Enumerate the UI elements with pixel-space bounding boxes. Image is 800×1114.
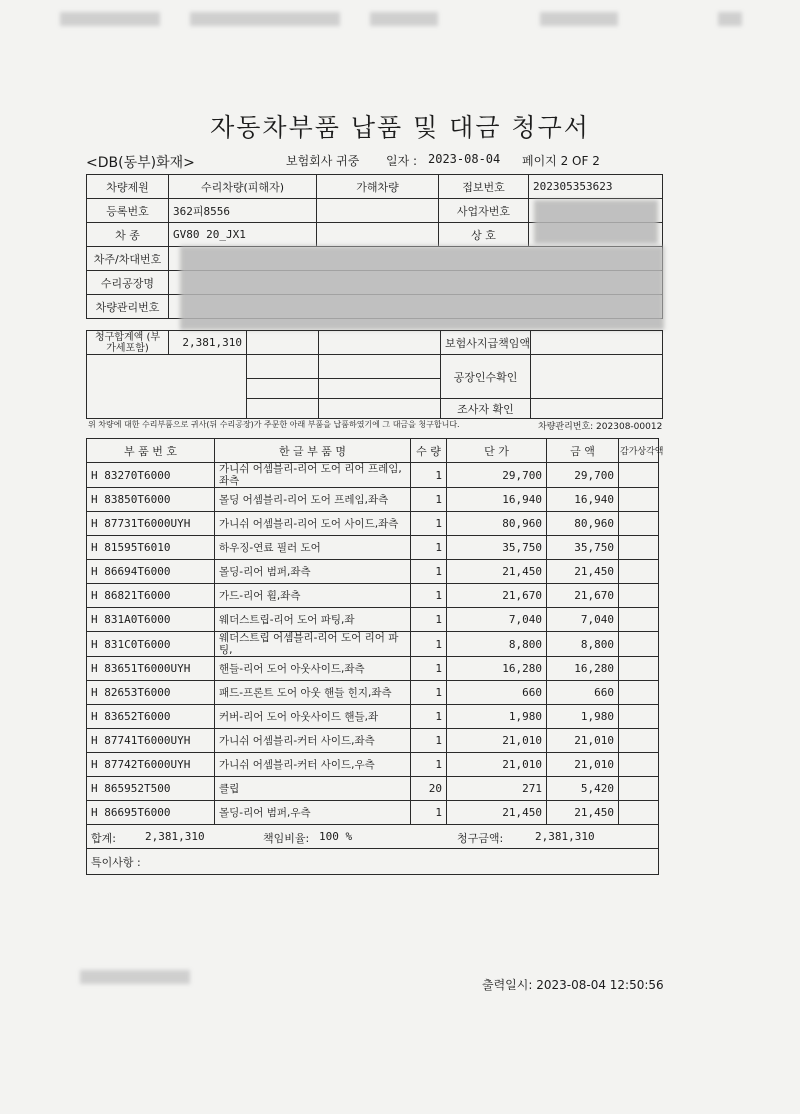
depreciation-cell — [619, 657, 659, 681]
vehicle-class-label: 차량제원 — [87, 175, 169, 199]
qty-cell: 1 — [411, 536, 447, 560]
resp-ratio-label: 책임비율: — [263, 832, 310, 845]
print-timestamp: 출력일시: 2023-08-04 12:50:56 — [482, 978, 664, 992]
unit-price-cell: 35,750 — [447, 536, 547, 560]
inspector-label: 조사자 확인 — [441, 399, 531, 419]
reg-no-value: 362피8556 — [169, 199, 317, 223]
depreciation-cell — [619, 753, 659, 777]
vehicle-mgmt-note: 차량관리번호: 202308-00012 — [538, 422, 663, 432]
redacted-header-4 — [540, 12, 618, 26]
depreciation-cell — [619, 488, 659, 512]
qty-cell: 1 — [411, 729, 447, 753]
qty-cell: 1 — [411, 463, 447, 488]
table-row — [87, 488, 659, 512]
part-no-cell: H 831A0T6000 — [87, 608, 215, 632]
table-row — [87, 632, 659, 657]
part-name-cell: 가니쉬 어셈블리-커터 사이드,우측 — [215, 753, 411, 777]
unit-price-cell: 660 — [447, 681, 547, 705]
claim-total-value: 2,381,310 — [169, 331, 247, 355]
part-no-cell: H 83652T6000 — [87, 705, 215, 729]
model-label: 차 종 — [87, 223, 169, 247]
table-row — [87, 753, 659, 777]
unit-price-cell: 16,940 — [447, 488, 547, 512]
part-no-cell: H 83651T6000UYH — [87, 657, 215, 681]
part-no-cell: H 831C0T6000 — [87, 632, 215, 657]
part-no-cell: H 82653T6000 — [87, 681, 215, 705]
amount-cell: 660 — [547, 681, 619, 705]
claim-cell-6 — [319, 379, 441, 399]
reg-no-label: 등록번호 — [87, 199, 169, 223]
table-row — [87, 681, 659, 705]
unit-price-cell: 271 — [447, 777, 547, 801]
depreciation-cell — [619, 608, 659, 632]
remarks-label: 특이사항 : — [91, 855, 141, 869]
sum-value: 2,381,310 — [145, 830, 205, 843]
depreciation-cell — [619, 705, 659, 729]
depreciation-cell — [619, 584, 659, 608]
amount-cell: 5,420 — [547, 777, 619, 801]
depreciation-cell — [619, 801, 659, 825]
qty-cell: 1 — [411, 801, 447, 825]
claim-total-label: 청구합계액 (부가세포함) — [87, 331, 169, 355]
part-no-cell: H 86694T6000 — [87, 560, 215, 584]
remarks-row — [87, 849, 659, 875]
damaging-reg-no — [317, 199, 439, 223]
header-unit-price: 단 가 — [447, 439, 547, 463]
part-name-cell: 몰딩-리어 범퍼,우측 — [215, 801, 411, 825]
redacted-header-3 — [370, 12, 438, 26]
date-label: 일자 : — [386, 154, 418, 168]
receipt-no-label: 접보번호 — [439, 175, 529, 199]
unit-price-cell: 8,800 — [447, 632, 547, 657]
qty-cell: 1 — [411, 608, 447, 632]
depreciation-cell — [619, 632, 659, 657]
part-no-cell: H 86695T6000 — [87, 801, 215, 825]
statement-note: 위 차량에 대한 수리부품으로 귀사(뒤 수리공장)가 주문한 아래 부품을 납품하였기에 그 대금을 청구합니다. — [88, 420, 460, 429]
depreciation-cell — [619, 536, 659, 560]
claim-value: 2,381,310 — [535, 830, 595, 843]
claim-cell-1 — [247, 331, 319, 355]
part-name-cell: 하우징-연료 필러 도어 — [215, 536, 411, 560]
claim-table — [86, 330, 663, 419]
inspector-value — [531, 399, 663, 419]
part-name-cell: 핸들-리어 도어 아웃사이드,좌측 — [215, 657, 411, 681]
part-no-cell: H 87742T6000UYH — [87, 753, 215, 777]
unit-price-cell: 1,980 — [447, 705, 547, 729]
repair-vehicle-label: 수리차량(피해자) — [169, 175, 317, 199]
company-label: 상 호 — [439, 223, 529, 247]
part-no-cell: H 865952T500 — [87, 777, 215, 801]
amount-cell: 21,670 — [547, 584, 619, 608]
unit-price-cell: 21,450 — [447, 801, 547, 825]
owner-label: 차주/차대번호 — [87, 247, 169, 271]
amount-cell: 21,450 — [547, 560, 619, 584]
unit-price-cell: 80,960 — [447, 512, 547, 536]
insurer-resp-label: 보험사지급책임액 — [441, 331, 531, 355]
redacted-header-1 — [60, 12, 160, 26]
qty-cell: 1 — [411, 488, 447, 512]
qty-cell: 1 — [411, 753, 447, 777]
table-row — [87, 584, 659, 608]
part-no-cell: H 87741T6000UYH — [87, 729, 215, 753]
amount-cell: 21,450 — [547, 801, 619, 825]
qty-cell: 1 — [411, 632, 447, 657]
model-value: GV80 20_JX1 — [169, 223, 317, 247]
parts-table — [86, 438, 664, 875]
table-row — [87, 536, 659, 560]
table-row — [87, 801, 659, 825]
amount-cell: 7,040 — [547, 608, 619, 632]
amount-cell: 16,940 — [547, 488, 619, 512]
biz-no-label: 사업자번호 — [439, 199, 529, 223]
depreciation-cell — [619, 777, 659, 801]
depreciation-cell — [619, 681, 659, 705]
factory-confirm-value — [531, 355, 663, 399]
part-name-cell: 몰딩-리어 범퍼,좌측 — [215, 560, 411, 584]
unit-price-cell: 16,280 — [447, 657, 547, 681]
table-row — [87, 705, 659, 729]
qty-cell: 20 — [411, 777, 447, 801]
amount-cell: 29,700 — [547, 463, 619, 488]
header-part-no: 부 품 번 호 — [87, 439, 215, 463]
claim-cell-3 — [247, 355, 319, 379]
part-name-cell: 가니쉬 어셈블리-리어 도어 사이드,좌측 — [215, 512, 411, 536]
sum-label: 합계: — [91, 832, 116, 845]
amount-cell: 21,010 — [547, 753, 619, 777]
unit-price-cell: 21,450 — [447, 560, 547, 584]
qty-cell: 1 — [411, 512, 447, 536]
depreciation-cell — [619, 463, 659, 488]
document-date: 2023-08-04 — [428, 152, 501, 166]
part-no-cell: H 83850T6000 — [87, 488, 215, 512]
part-name-cell: 패드-프론트 도어 아웃 핸들 힌지,좌측 — [215, 681, 411, 705]
part-no-cell: H 81595T6010 — [87, 536, 215, 560]
amount-cell: 16,280 — [547, 657, 619, 681]
claim-cell-8 — [319, 399, 441, 419]
unit-price-cell: 21,670 — [447, 584, 547, 608]
claim-label: 청구금액: — [457, 832, 504, 845]
header-amount: 금 액 — [547, 439, 619, 463]
amount-cell: 1,980 — [547, 705, 619, 729]
page-indicator: 페이지 2 OF 2 — [522, 154, 600, 168]
claim-cell-4 — [319, 355, 441, 379]
claim-blank-area — [87, 355, 247, 419]
claim-cell-7 — [247, 399, 319, 419]
mgmt-no-label: 차량관리번호 — [87, 295, 169, 319]
table-row — [87, 608, 659, 632]
part-name-cell: 클립 — [215, 777, 411, 801]
insurer-name: <DB(동부)화재> — [86, 155, 195, 171]
unit-price-cell: 21,010 — [447, 753, 547, 777]
totals-row — [87, 825, 659, 849]
table-row — [87, 512, 659, 536]
claim-cell-5 — [247, 379, 319, 399]
table-row — [87, 729, 659, 753]
part-name-cell: 몰딩 어셈블리-리어 도어 프레임,좌측 — [215, 488, 411, 512]
redacted-header-2 — [190, 12, 340, 26]
table-row — [87, 657, 659, 681]
receipt-no-value: 202305353623 — [529, 175, 663, 199]
amount-cell: 21,010 — [547, 729, 619, 753]
document-title: 자동차부품 납품 및 대금 청구서 — [210, 113, 590, 142]
qty-cell: 1 — [411, 560, 447, 584]
part-name-cell: 커버-리어 도어 아웃사이드 핸들,좌 — [215, 705, 411, 729]
table-row — [87, 560, 659, 584]
amount-cell: 80,960 — [547, 512, 619, 536]
parts-table-body — [87, 463, 659, 825]
damaging-vehicle-label: 가해차량 — [317, 175, 439, 199]
claim-cell-2 — [319, 331, 441, 355]
part-name-cell: 가니쉬 어셈블리-리어 도어 리어 프레임,좌측 — [215, 463, 411, 488]
header-qty: 수 량 — [411, 439, 447, 463]
part-name-cell: 웨더스트립-리어 도어 파팅,좌 — [215, 608, 411, 632]
unit-price-cell: 29,700 — [447, 463, 547, 488]
table-row — [87, 463, 659, 488]
qty-cell: 1 — [411, 705, 447, 729]
redacted-biz-no — [534, 200, 658, 244]
part-name-cell: 웨더스트립 어셈블리-리어 도어 리어 파팅, — [215, 632, 411, 657]
factory-confirm-label: 공장인수확인 — [441, 355, 531, 399]
amount-cell: 35,750 — [547, 536, 619, 560]
part-name-cell: 가니쉬 어셈블리-커터 사이드,좌측 — [215, 729, 411, 753]
part-no-cell: H 87731T6000UYH — [87, 512, 215, 536]
part-name-cell: 가드-리어 휠,좌측 — [215, 584, 411, 608]
qty-cell: 1 — [411, 584, 447, 608]
amount-cell: 8,800 — [547, 632, 619, 657]
qty-cell: 1 — [411, 657, 447, 681]
unit-price-cell: 7,040 — [447, 608, 547, 632]
depreciation-cell — [619, 560, 659, 584]
redacted-owner-shop — [180, 246, 664, 330]
part-no-cell: H 83270T6000 — [87, 463, 215, 488]
recipient: 보험회사 귀중 — [286, 154, 360, 168]
redacted-footer — [80, 970, 190, 984]
header-depreciation: 감가상각액 — [619, 439, 659, 463]
header-part-name: 한 글 부 품 명 — [215, 439, 411, 463]
resp-ratio-value: 100 % — [319, 830, 353, 843]
depreciation-cell — [619, 512, 659, 536]
insurer-resp-value — [531, 331, 663, 355]
redacted-header-5 — [718, 12, 742, 26]
shop-label: 수리공장명 — [87, 271, 169, 295]
qty-cell: 1 — [411, 681, 447, 705]
unit-price-cell: 21,010 — [447, 729, 547, 753]
depreciation-cell — [619, 729, 659, 753]
part-no-cell: H 86821T6000 — [87, 584, 215, 608]
table-row — [87, 777, 659, 801]
damaging-model — [317, 223, 439, 247]
